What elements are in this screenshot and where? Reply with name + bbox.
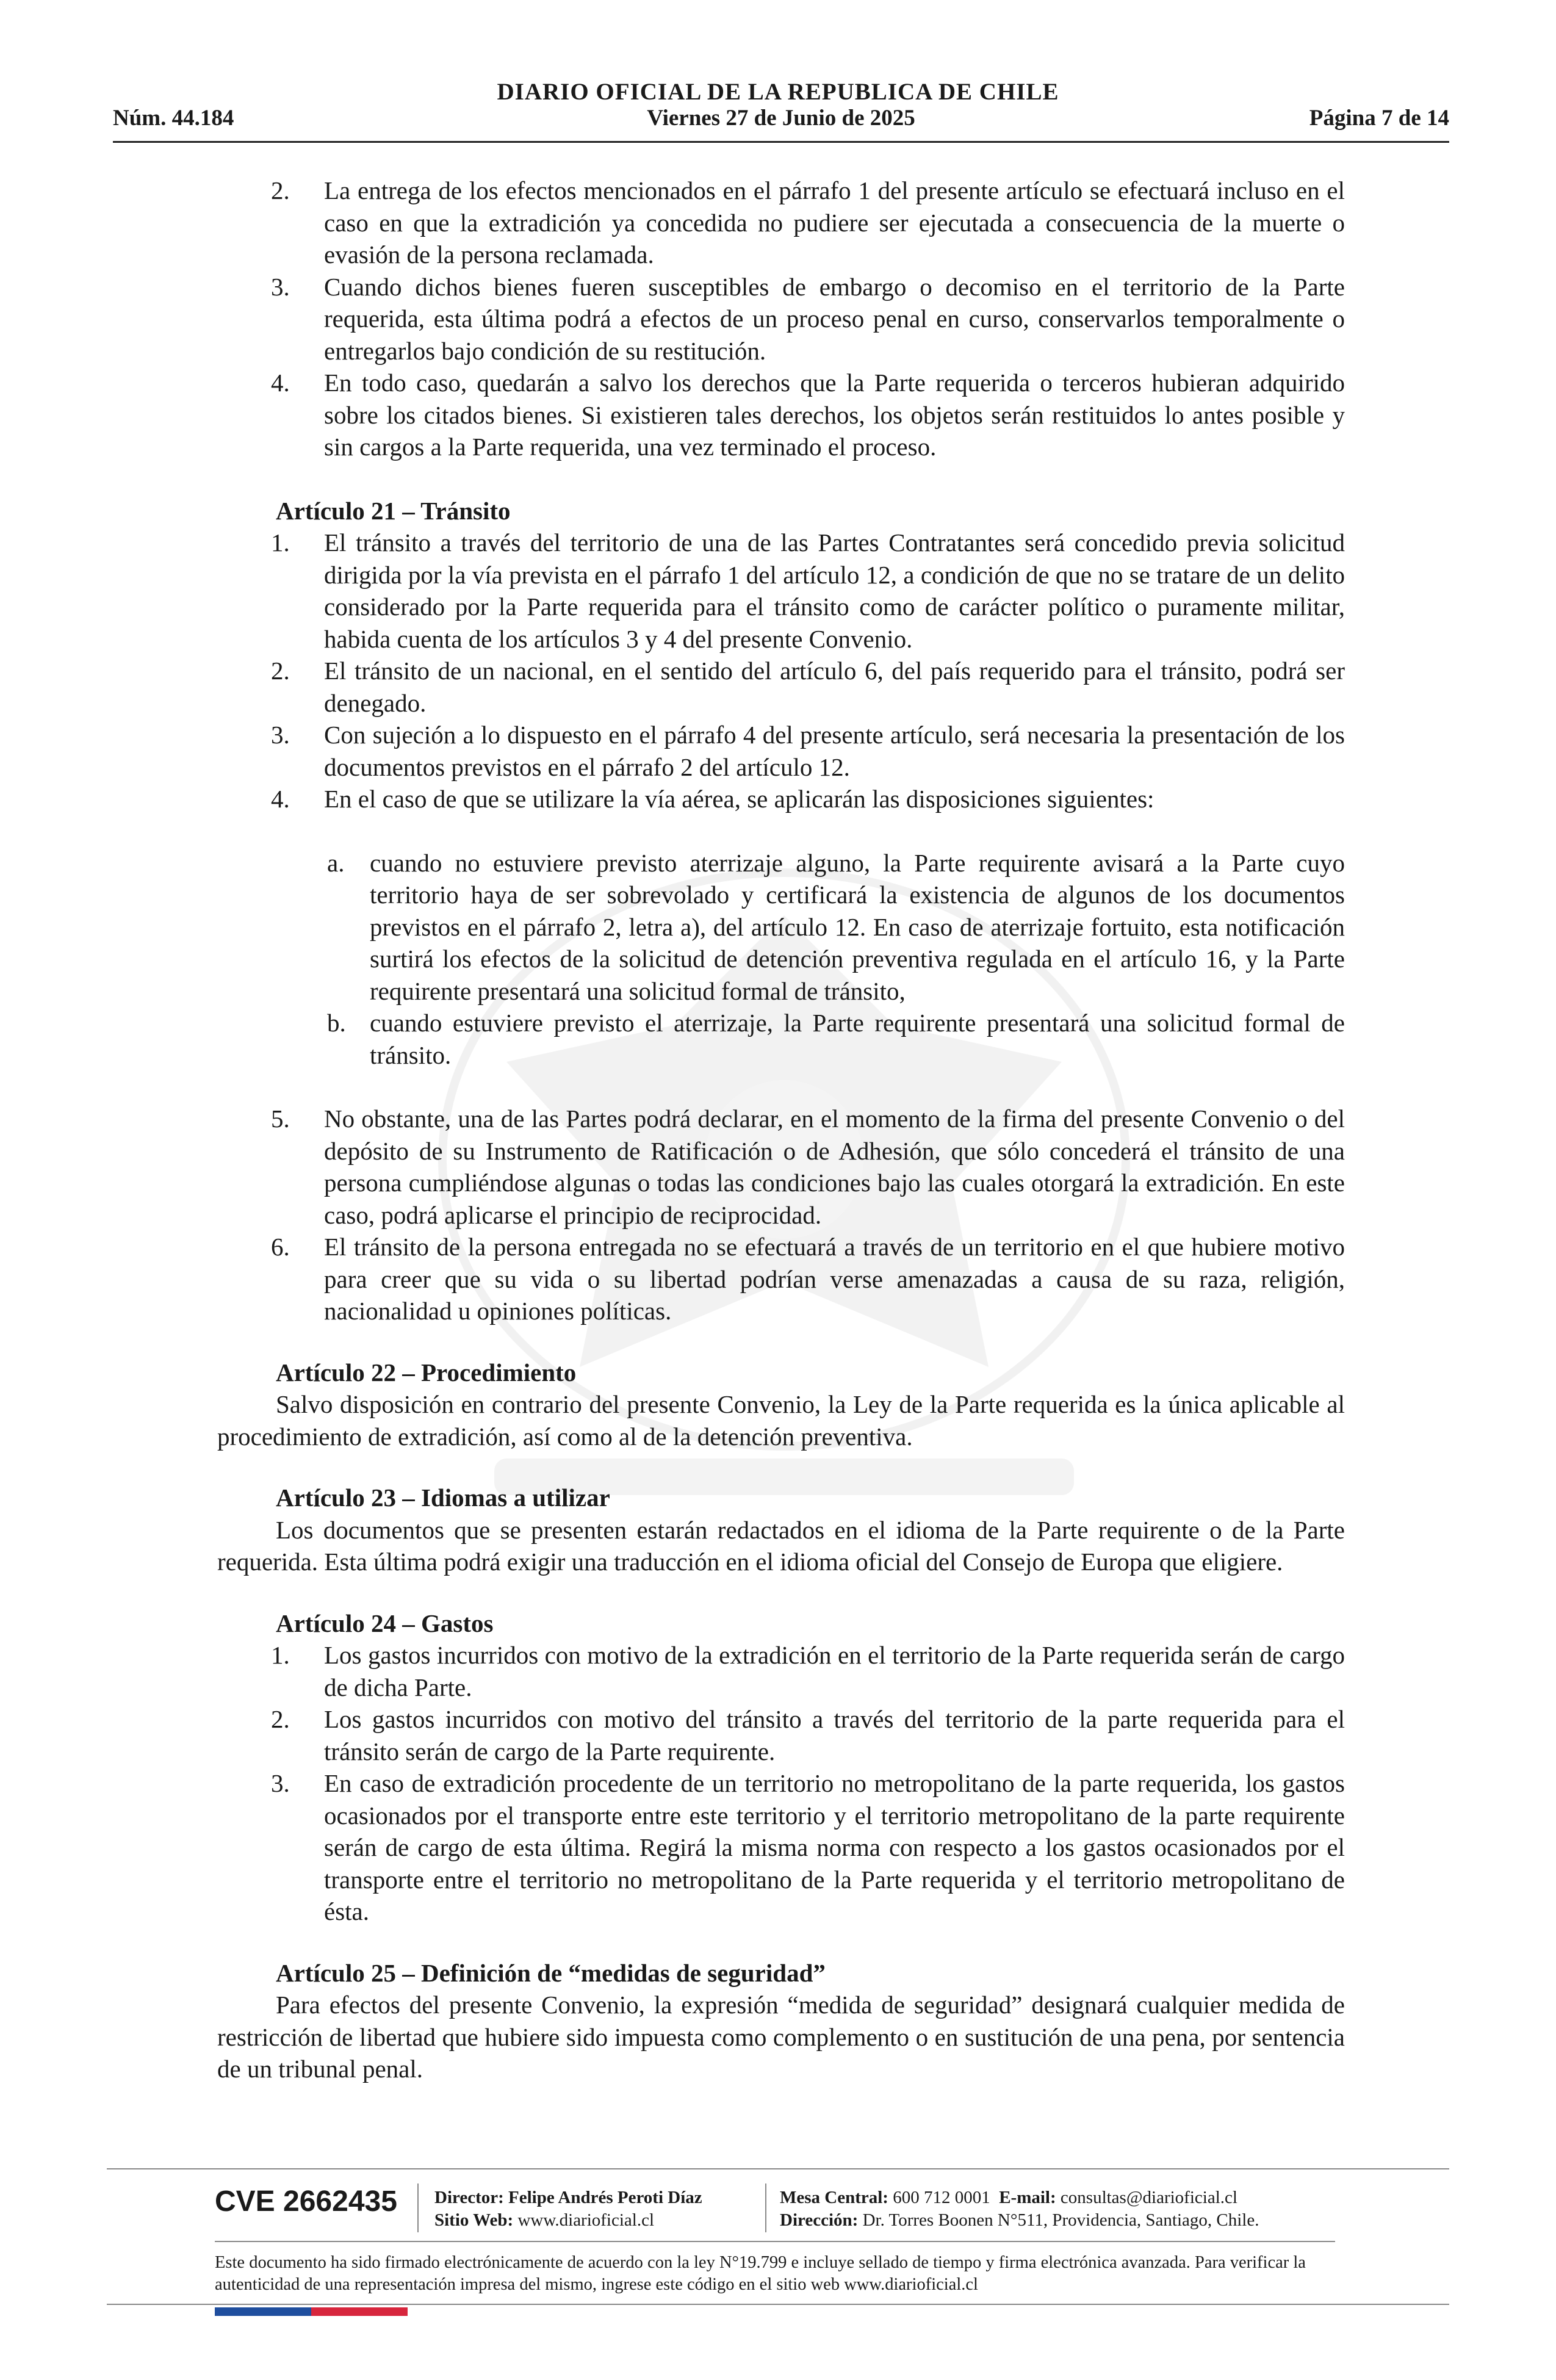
list-item: 4. En el caso de que se utilizare la vía aérea, se aplicarán las disposiciones siguientes: (271, 785, 1154, 813)
article-22-heading: Artículo 22 – Procedimiento (276, 1358, 577, 1387)
flag-stripe-blue (215, 2307, 311, 2316)
footer-divider-bottom (107, 2304, 1449, 2305)
list-item: 1. El tránsito a través del territorio de una de las Partes Contratantes será concedido previa solicitud dirigida por la vía prevista en el párrafo 1 del artículo 12, a condición de que no se tratare de un delito considerado por la Parte requerida para el tránsito como de carácter político o puramente militar, habida cuenta de los artículos 3 y 4 del presente Convenio. (271, 528, 1345, 653)
article-21-heading: Artículo 21 – Tránsito (276, 496, 511, 525)
cve-code: CVE 2662435 (215, 2185, 397, 2218)
header-row (113, 105, 1449, 133)
director-info: Director: Felipe Andrés Peroti Díaz Sitio Web: www.diarioficial.cl (434, 2188, 702, 2230)
article-25-heading: Artículo 25 – Definición de “medidas de seguridad” (276, 1958, 826, 1987)
list-item: 3. Con sujeción a lo dispuesto en el párrafo 4 del presente artículo, será necesaria la presentación de los documentos previstos en el párrafo 2 del artículo 12. (271, 721, 1345, 781)
list-item: 3. Cuando dichos bienes fueren susceptibles de embargo o decomiso en el territorio de la Parte requerida, esta última podrá a efectos de un proceso penal en curso, conservarlos temporalmente o entregarlos bajo condición de su restitución. (271, 272, 1345, 365)
sub-list-item: a. cuando no estuviere previsto aterrizaje alguno, la Parte requirente avisará a la Parte cuyo territorio haya de ser sobrevolado y certificará la existencia de algunos de los documentos previstos en el párrafo 2, letra a), del artículo 12. En caso de aterrizaje fortuito, esta notificación surtirá los efectos de la solicitud de detención preventiva regulada en el artículo 16, y la Parte requirente presentará una solicitud formal de tránsito, (327, 848, 1345, 1005)
header-divider (113, 141, 1449, 143)
article-24-heading: Artículo 24 – Gastos (276, 1609, 494, 1637)
page-indicator: Página 7 de 14 (1309, 106, 1449, 131)
flag-stripe-red (311, 2307, 408, 2316)
list-item: 3. En caso de extradición procedente de un territorio no metropolitano de la parte requerida, los gastos ocasionados por el transporte entre este territorio y el territorio metropolitano de la parte requirente serán de cargo de esta última. Regirá la misma norma con respecto a los gastos ocasionados por el transporte entre el territorio no metropolitano de la Parte requerida y el territorio metropolitano de ésta. (271, 1769, 1345, 1925)
list-item: 5. No obstante, una de las Partes podrá declarar, en el momento de la firma del presente Convenio o del depósito de su Instrumento de Ratificación o de Adhesión, que sólo concederá el tránsito de una persona cumpliéndose algunas o todas las condiciones bajo las cuales otorgará la extradición. En este caso, podrá aplicarse el principio de reciprocidad. (271, 1105, 1345, 1229)
newspaper-title: DIARIO OFICIAL DE LA REPUBLICA DE CHILE (497, 79, 1059, 105)
footer-separator (417, 2183, 419, 2232)
footer-separator (765, 2183, 766, 2232)
footer-divider-top (107, 2168, 1449, 2169)
list-item: 2. Los gastos incurridos con motivo del tránsito a través del territorio de la parte requerida para el tránsito serán de cargo de la Parte requirente. (271, 1705, 1345, 1765)
list-item: 2. El tránsito de un nacional, en el sentido del artículo 6, del país requerido para el tránsito, podrá ser denegado. (271, 657, 1345, 717)
email-link[interactable]: consultas@diarioficial.cl (1060, 2188, 1237, 2207)
article-25-text: Para efectos del presente Convenio, la expresión “medida de seguridad” designará cualquier medida de restricción de libertad que hubiere sido impuesta como complemento o en sustitución de una pena, por sentencia de un tribunal penal. (217, 1991, 1345, 2083)
website-link[interactable]: www.diarioficial.cl (517, 2210, 655, 2230)
list-item: 6. El tránsito de la persona entregada no se efectuará a través de un territorio en el que hubiere motivo para creer que su vida o su libertad podrían verse amenazadas a causa de su raza, religión, nacionalidad u opiniones políticas. (271, 1233, 1345, 1325)
list-item: 1. Los gastos incurridos con motivo de la extradición en el territorio de la Parte requerida serán de cargo de dicha Parte. (271, 1641, 1345, 1701)
list-item: 4. En todo caso, quedarán a salvo los derechos que la Parte requerida o terceros hubieran adquirido sobre los citados bienes. Si existieren tales derechos, los objetos serán restituidos lo antes posible y sin cargos a la Parte requerida, una vez terminado el proceso. (271, 369, 1345, 461)
article-23-text: Los documentos que se presenten estarán redactados en el idioma de la Parte requirente o de la Parte requerida. Esta última podrá exigir una traducción en el idioma oficial del Consejo de Europa que eligiere. (217, 1515, 1345, 1576)
legal-notice: Este documento ha sido firmado electrónicamente de acuerdo con la ley N°19.799 e incluye sellado de tiempo y firma electrónica avanzada. Para verificar la autenticidad de una representación impresa del mismo, ingrese este código en el sitio web www.diarioficial.cl (215, 2253, 1306, 2294)
sub-list-item: b. cuando estuviere previsto el aterrizaje, la Parte requirente presentará una solicitud formal de tránsito. (327, 1009, 1345, 1069)
issue-date: Viernes 27 de Junio de 2025 (647, 106, 915, 131)
list-item: 2. La entrega de los efectos mencionados en el párrafo 1 del presente artículo se efectuará incluso en el caso en que la extradición ya concedida no pudiere ser ejecutada a consecuencia de la muerte o evasión de la persona reclamada. (271, 176, 1345, 269)
footer-divider-middle (215, 2241, 1335, 2242)
article-22-text: Salvo disposición en contrario del presente Convenio, la Ley de la Parte requerida es la única aplicable al procedimiento de extradición, así como al de la detención preventiva. (217, 1390, 1345, 1451)
contact-info: Mesa Central: 600 712 0001 E-mail: consultas@diarioficial.cl Dirección: Dr. Torres Boonen N°511, Providencia, Santiago, Chile. (780, 2188, 1259, 2230)
article-23-heading: Artículo 23 – Idiomas a utilizar (276, 1484, 610, 1512)
document-body (217, 175, 1345, 2085)
issue-number: Núm. 44.184 (113, 106, 234, 131)
